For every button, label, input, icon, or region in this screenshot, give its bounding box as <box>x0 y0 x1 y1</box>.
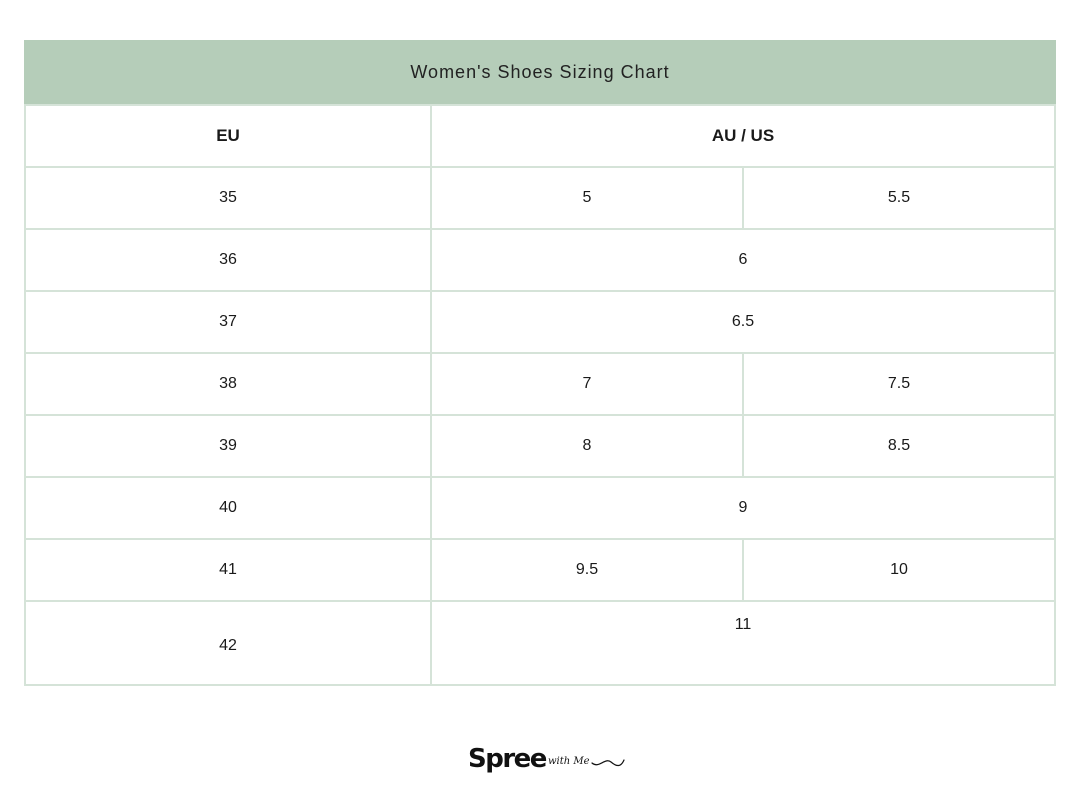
eu-size-cell: 42 <box>25 601 431 685</box>
eu-size-cell: 37 <box>25 291 431 353</box>
header-eu: EU <box>25 105 431 167</box>
spree-with-me-logo <box>468 736 625 772</box>
au-us-size-cell: 7 <box>431 353 743 415</box>
au-us-size-cell: 9 <box>431 477 1055 539</box>
table-row <box>25 601 1055 685</box>
swash-icon <box>591 755 625 769</box>
eu-size-cell: 41 <box>25 539 431 601</box>
sizing-table <box>24 104 1056 686</box>
au-us-size-cell: 11 <box>431 601 1055 685</box>
table-row <box>25 415 1055 477</box>
table-row <box>25 229 1055 291</box>
eu-size-cell: 38 <box>25 353 431 415</box>
table-row <box>25 291 1055 353</box>
table-row <box>25 167 1055 229</box>
sizing-chart <box>24 40 1056 686</box>
header-row <box>25 105 1055 167</box>
au-us-size-cell: 9.5 <box>431 539 743 601</box>
logo-tagline: with Me <box>547 756 590 767</box>
au-us-size-cell: 8 <box>431 415 743 477</box>
au-us-size-cell: 10 <box>743 539 1055 601</box>
au-us-size-cell: 8.5 <box>743 415 1055 477</box>
table-row <box>25 539 1055 601</box>
eu-size-cell: 39 <box>25 415 431 477</box>
au-us-size-cell: 7.5 <box>743 353 1055 415</box>
chart-title: Women's Shoes Sizing Chart <box>24 40 1056 104</box>
table-row <box>25 353 1055 415</box>
au-us-size-cell: 5.5 <box>743 167 1055 229</box>
au-us-size-cell: 5 <box>431 167 743 229</box>
logo-wordmark: Spree <box>468 744 546 774</box>
table-row <box>25 477 1055 539</box>
au-us-size-cell: 6.5 <box>431 291 1055 353</box>
au-us-size-cell: 6 <box>431 229 1055 291</box>
header-au-us: AU / US <box>431 105 1055 167</box>
eu-size-cell: 35 <box>25 167 431 229</box>
eu-size-cell: 40 <box>25 477 431 539</box>
eu-size-cell: 36 <box>25 229 431 291</box>
